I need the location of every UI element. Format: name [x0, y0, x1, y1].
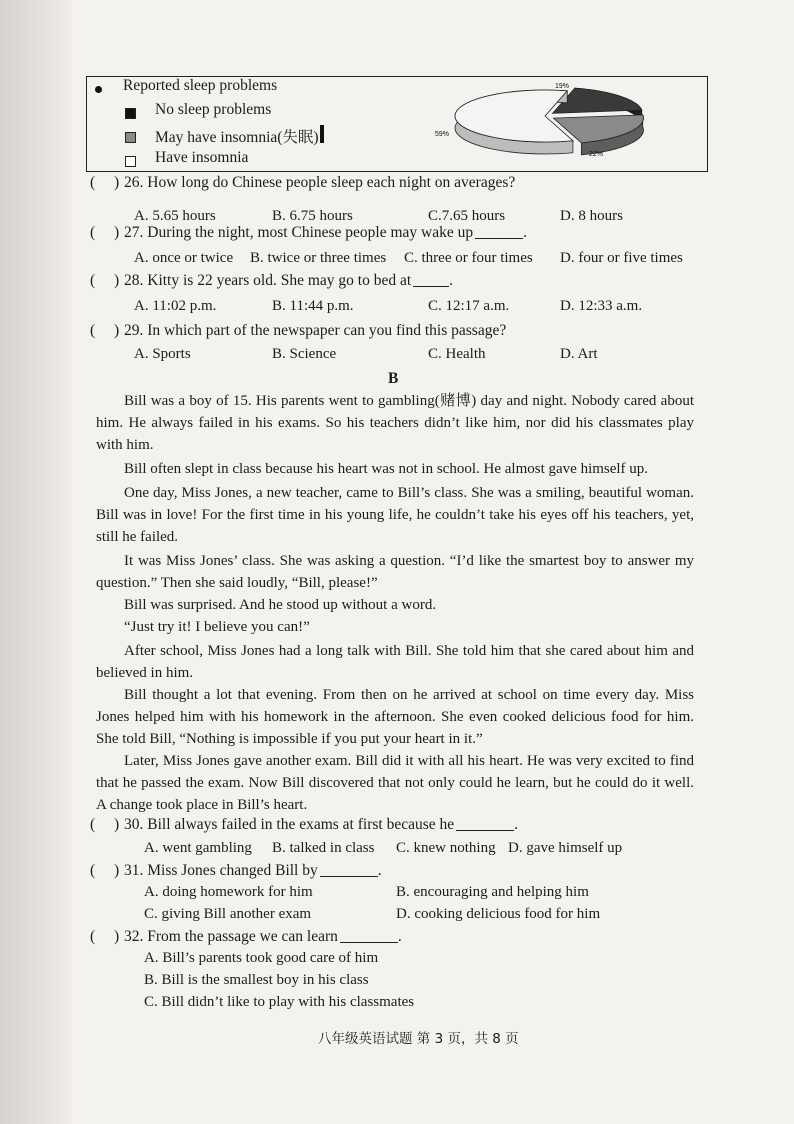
question-stem: 27. During the night, most Chinese people may wake up . [124, 224, 527, 241]
answer-option: B. Bill is the smallest boy in his class [144, 972, 369, 988]
sleep-chart-box [86, 76, 708, 172]
question-stem: 30. Bill always failed in the exams at first because he . [124, 816, 519, 833]
question-stem: 32. From the passage we can learn . [124, 928, 402, 945]
answer-option: A. Sports [134, 346, 191, 362]
answer-paren-close: ) [114, 272, 120, 289]
page-footer: 八年级英语试题 第 3 页，共 8 页 [318, 1031, 519, 1047]
answer-option: D. gave himself up [508, 840, 623, 856]
passage-paragraph: One day, Miss Jones, a new teacher, came to Bill’s class. She was a smiling, beautiful woman. Bill was in love! For the first time in his young life, he couldn’t take his eyes off his teachers, yet, still he failed. [96, 485, 694, 545]
answer-paren-close: ) [114, 862, 120, 879]
answer-paren-close: ) [114, 928, 120, 945]
section-b-heading: B [388, 370, 399, 387]
answer-option: B. twice or three times [250, 250, 387, 266]
answer-option: C. giving Bill another exam [144, 906, 312, 922]
answer-option: B. encouraging and helping him [396, 884, 589, 900]
answer-option: A. once or twice [134, 250, 234, 266]
answer-paren-open: ( [90, 928, 96, 945]
answer-option: A. Bill’s parents took good care of him [144, 950, 379, 966]
answer-option: C.7.65 hours [428, 208, 506, 224]
passage-paragraph: Bill thought a lot that evening. From then on he arrived at school on time every day. Miss Jones helped him with his homework in the afternoon. She even cooked delicious food for him. She told Bill, “Nothing is impossible if you put your heart in it.” [96, 687, 694, 747]
answer-paren-open: ( [90, 272, 96, 289]
passage-paragraph: Bill was a boy of 15. His parents went to gambling(赌博) day and night. Nobody cared about him. He always failed in his exams. So his teachers didn’t like him, nor did his classmates play with him. [96, 393, 694, 453]
question-text: 31. Miss Jones changed Bill by [124, 862, 318, 879]
answer-option: D. Art [560, 346, 598, 362]
answer-paren-open: ( [90, 224, 96, 241]
answer-option: C. 12:17 a.m. [428, 298, 510, 314]
answer-option: D. four or five times [560, 250, 683, 266]
pie-data-label: 22% [589, 151, 604, 158]
answer-option: C. Health [428, 346, 486, 362]
passage-paragraph: Later, Miss Jones gave another exam. Bill did it with all his heart. He was very excited to find that he passed the exam. Now Bill discovered that not only could he learn, but he could do it well. A change took place in Bill’s heart. [96, 753, 694, 813]
legend-swatch-white [125, 156, 136, 167]
passage-paragraph: After school, Miss Jones had a long talk with Bill. She told him that she cared about him and believed in him. [96, 643, 694, 681]
cursor-mark [320, 125, 324, 143]
question-text: 26. How long do Chinese people sleep each night on averages? [124, 174, 516, 191]
answer-option: A. doing homework for him [144, 884, 313, 900]
passage-paragraph: “Just try it! I believe you can!” [124, 619, 310, 635]
passage-paragraph: It was Miss Jones’ class. She was asking a question. “I’d like the smartest boy to answer my question.” Then she said loudly, “Bill, please!” [96, 553, 694, 591]
answer-option: A. went gambling [144, 840, 252, 856]
question-stem: 31. Miss Jones changed Bill by . [124, 862, 382, 879]
answer-paren-close: ) [114, 174, 120, 191]
question-text: 28. Kitty is 22 years old. She may go to bed at [124, 272, 412, 289]
pie-data-label: 59% [435, 131, 450, 138]
answer-paren-open: ( [90, 862, 96, 879]
answer-paren-close: ) [114, 224, 120, 241]
answer-blank [456, 816, 514, 831]
legend-item-may-have-insomnia: May have insomnia(失眠) [155, 129, 319, 146]
answer-option: D. 8 hours [560, 208, 623, 224]
answer-option: C. Bill didn’t like to play with his classmates [144, 994, 415, 1010]
pie-data-label: 19% [555, 83, 570, 90]
answer-option: C. knew nothing [396, 840, 496, 856]
legend-item-no-sleep-problems: No sleep problems [155, 101, 272, 118]
answer-blank [340, 928, 398, 943]
answer-blank [475, 224, 523, 239]
answer-paren-close: ) [114, 322, 120, 339]
answer-paren-close: ) [114, 816, 120, 833]
legend-item-have-insomnia: Have insomnia [155, 149, 249, 166]
answer-option: B. 6.75 hours [272, 208, 353, 224]
answer-option: A. 5.65 hours [134, 208, 216, 224]
passage-paragraph: Bill was surprised. And he stood up without a word. [124, 597, 437, 613]
passage-paragraph: Bill often slept in class because his heart was not in school. He almost gave himself up. [124, 461, 649, 477]
answer-option: B. 11:44 p.m. [272, 298, 354, 314]
answer-option: A. 11:02 p.m. [134, 298, 217, 314]
answer-blank [320, 862, 378, 877]
question-text: 29. In which part of the newspaper can you find this passage? [124, 322, 507, 339]
legend-swatch-dark [125, 108, 136, 119]
answer-paren-open: ( [90, 322, 96, 339]
pie-chart [427, 80, 667, 168]
answer-option: B. Science [272, 346, 337, 362]
answer-paren-open: ( [90, 816, 96, 833]
answer-blank [413, 272, 449, 287]
answer-option: B. talked in class [272, 840, 375, 856]
question-stem [124, 322, 506, 340]
answer-paren-open: ( [90, 174, 96, 191]
question-stem [124, 174, 515, 192]
answer-option: D. cooking delicious food for him [396, 906, 601, 922]
answer-option: D. 12:33 a.m. [560, 298, 643, 314]
page-edge-shadow [0, 0, 68, 1124]
question-stem: 28. Kitty is 22 years old. She may go to bed at . [124, 272, 454, 289]
legend-title: Reported sleep problems [123, 77, 278, 94]
bullet-icon [95, 86, 102, 93]
question-text: 27. During the night, most Chinese people may wake up [124, 224, 474, 241]
answer-option: C. three or four times [404, 250, 533, 266]
legend-swatch-gray [125, 132, 136, 143]
question-text: 30. Bill always failed in the exams at first because he [124, 816, 455, 833]
question-text: 32. From the passage we can learn [124, 928, 338, 945]
